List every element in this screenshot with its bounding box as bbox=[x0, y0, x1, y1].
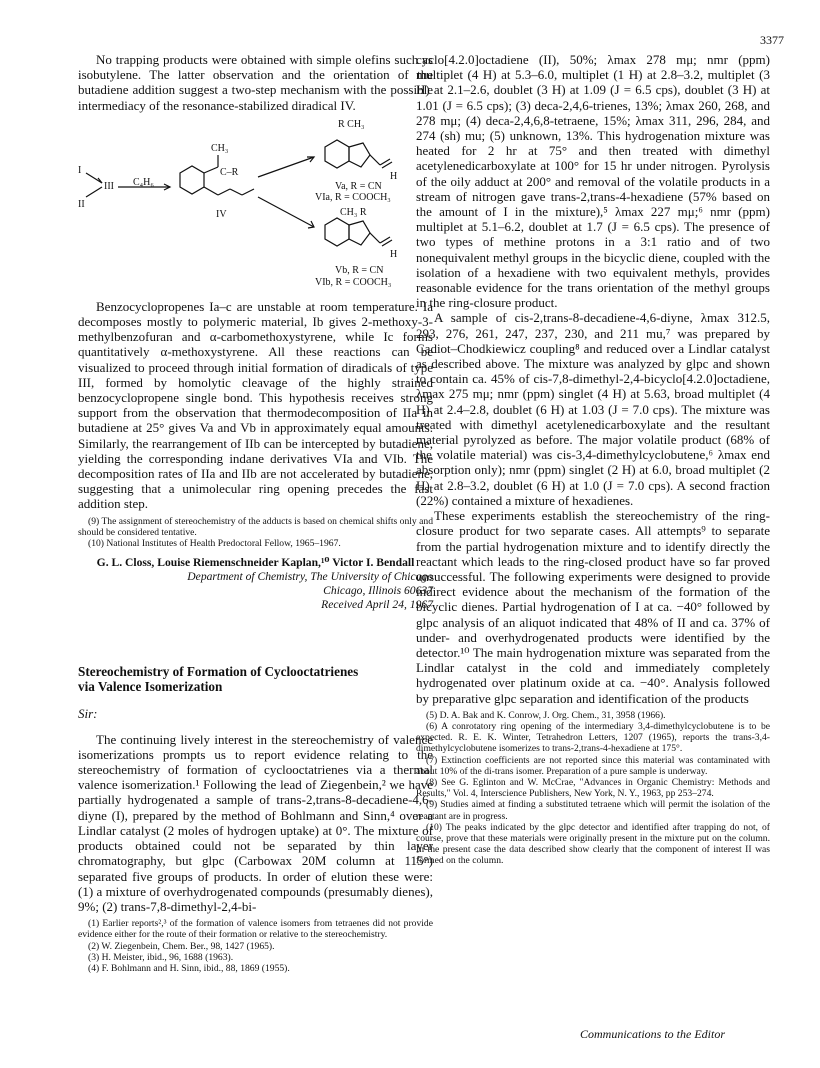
reaction-scheme bbox=[78, 115, 433, 295]
label-compound-iii: III bbox=[104, 180, 114, 192]
journal-section-footer: Communications to the Editor bbox=[580, 1027, 725, 1041]
page-number: 3377 bbox=[760, 33, 784, 47]
label-vb: Vb, R = CN bbox=[335, 264, 384, 276]
label-h-bottom: H bbox=[390, 248, 398, 260]
benzene-ring-bottom bbox=[325, 218, 349, 246]
paragraph: No trapping products were obtained with simple olefins such as isobutylene. The latter observation and the orientation of the butadiene addition suggest a two-step mechanism with the possible intermediacy of the resonance-stabilized diradical IV. bbox=[78, 52, 433, 113]
footnote: (9) The assignment of stereochemistry of the adducts is based on chemical shifts only and should be considered tentative. bbox=[78, 515, 433, 538]
footnote: (10) The peaks indicated by the glpc detector and identified after trapping do not, of course, prove that these materials were originally present in the mixture put on the column. In the present case the data described show clearly that the component of interest II was formed on the column. bbox=[416, 821, 770, 867]
left-column bbox=[78, 52, 433, 974]
footnote: (6) A conrotatory ring opening of the intermediary 3,4-dimethylcyclobutene is to be expected. R. E. K. Winter, Tetrahedron Letters, 1207 (1965), reports the trans-3,4-dimethylcyclobutene isomerizes to trans-2,trans-4-hexadiene at 175°. bbox=[416, 720, 770, 755]
benzene-ring-top bbox=[325, 140, 349, 168]
paragraph: Benzocyclopropenes Ia–c are unstable at room temperature. Ia decomposes mostly to polymeric material, Ib gives 2-methoxy-3-methylbenzofuran and α-carbomethoxystyrene, while Ic forms quantitatively α-methoxystyrene. All these reactions can be visualized to proceed through initial formation of diradicals of type III, formed by homolytic cleavage of the highly strained benzocyclopropene single bond. This hypothesis receives strong support from the observation that thermodecomposition of IIa in butadiene at 25° gives Va and Vb in approximately equal amounts. Similarly, the rearrangement of IIb can be intercepted by butadiene, yielding the corresponding indane derivatives VIa and VIb. The decomposition rates of IIa and IIb are not accelerated by butadiene, suggesting that a unimolecular ring opening precedes the fast addition step. bbox=[78, 298, 433, 512]
paragraph: The continuing lively interest in the stereochemistry of valence isomerizations prompts us to report evidence relating to the stereochemistry of formation of cyclooctatrienes via a thermal valence isomerization.¹ Following the lead of Ziegenbein,² we have partially hydrogenated a sample of trans-2,trans-8-decadiene-4,6-diyne (I), prepared by the method of Bohlmann and Sinn,⁴ over a Lindlar catalyst (2 moles of hydrogen uptake) at 0°. The mixture of products obtained could not be separated by thin layer chromatography, but glpc (Carbowax 20M column at 115°) separated five groups of products. In order of elution these were: (1) a mixture of overhydrogenated compounds (presumably dienes), 9%; (2) trans-7,8-dimethyl-2,4-bi- bbox=[78, 731, 433, 914]
affiliation-city: Chicago, Illinois 60637 bbox=[323, 584, 433, 598]
label-compound-i: I bbox=[78, 164, 82, 176]
footnote: (2) W. Ziegenbein, Chem. Ber., 98, 1427 (1965). bbox=[88, 940, 275, 952]
label-via: VIa, R = COOCH₃ bbox=[315, 191, 391, 203]
label-c4h6: C₄H₆ bbox=[133, 176, 154, 188]
article-title-line1: Stereochemistry of Formation of Cyclooctatrienes bbox=[78, 664, 359, 680]
label-va: Va, R = CN bbox=[335, 180, 382, 192]
label-vib: VIb, R = COOCH₃ bbox=[315, 276, 392, 288]
footnote: (4) F. Bohlmann and H. Sinn, ibid., 88, 1869 (1955). bbox=[88, 962, 290, 974]
label-ch3-r-bottom: CH₃ R bbox=[340, 206, 367, 218]
received-date: Received April 24, 1967 bbox=[321, 598, 433, 612]
footnote: (5) D. A. Bak and K. Conrow, J. Org. Chem., 31, 3958 (1966). bbox=[426, 709, 666, 721]
footnote: (10) National Institutes of Health Predoctoral Fellow, 1965–1967. bbox=[88, 538, 341, 550]
footnote: (1) Earlier reports²,³ of the formation of valence isomers from tetraenes did not provide evidence either for the route of their formation or relative to the stereochemistry. bbox=[78, 918, 433, 941]
footnote: (9) Studies aimed at finding a substituted tetraene which will permit the isolation of the reactant are in progress. bbox=[416, 799, 770, 822]
author-line: G. L. Closs, Louise Riemenschneider Kaplan,¹⁰ Victor I. Bendall bbox=[96, 556, 415, 570]
footnote: (8) See G. Eglinton and W. McCrae, "Advances in Organic Chemistry: Methods and Results," Vol. 4, Interscience Publishers, New York, N. Y., 1963, pp 253–274. bbox=[416, 776, 770, 800]
label-r-ch3-top: R CH₃ bbox=[338, 118, 365, 130]
footnote: (3) H. Meister, ibid., 96, 1688 (1963). bbox=[88, 951, 234, 963]
cyclopentane-ring-top bbox=[349, 143, 370, 167]
article-title bbox=[78, 664, 433, 694]
paragraph: These experiments establish the stereochemistry of the ring-closure product for two separate cases. All attempts⁹ to separate from the partial hydrogenation mixture and to identify directly the reactant which leads to the ring-closed product have so far proved unsuccessful. The following experiments were designed to provide indirect evidence about the mechanism of the formation of the bicyclic dienes. Partial hydrogenation of I at ca. −40° followed by glpc analysis of an aliquot indicated that 48% of II and ca. 37% of under- and overhydrogenated products were identified by the detector.¹⁰ The main hydrogenation mixture was separated from the Lindlar catalyst in the cold and immediately completely hydrogenated over platinum oxide at ca. −40°. Analysis followed by preparative glpc separation and identification of the products bbox=[416, 508, 770, 706]
label-h-top: H bbox=[390, 170, 398, 182]
benzene-ring-iv bbox=[180, 166, 204, 194]
paragraph: A sample of cis-2,trans-8-decadiene-4,6-diyne, λmax 312.5, 293, 276, 261, 247, 237, 230, and 211 mu,⁷ was prepared by Cadiot–Chodkiewicz coupling⁸ and reduced over a Lindlar catalyst as described above. The mixture was analyzed by glpc and shown to contain ca. 45% of cis-7,8-dimethyl-2,4-bicyclo[4.2.0]octadiene, λmax 275 mμ; nmr (ppm) singlet (4 H) at 5.63, broad multiplet (4 H) at 2.4–2.8, doublet (6 H) at 1.03 (J = 7.0 cps). The mixture was treated with dimethyl acetylenedicarboxylate and the resultant material pyrolyzed as before. The major volatile product (68% of the volatile material) was cis-3,4-dimethylcyclobutene,⁶ λmax end absorption only); nmr (ppm) singlet (2 H) at 6.0, broad multiplet (2 H) at 2.8–3.2, doublet (6 H) at 1.0 (J = 7.0 cps). A second fraction (22%) contained a mixture of hexadienes. bbox=[416, 310, 770, 508]
article-title-line2: via Valence Isomerization bbox=[78, 679, 223, 695]
right-column bbox=[416, 52, 770, 867]
cyclopentane-ring-bottom bbox=[349, 221, 370, 245]
label-ch3-iv: CH₃ bbox=[211, 142, 229, 154]
label-compound-iv: IV bbox=[216, 208, 227, 220]
affiliation: Department of Chemistry, The University of Chicago bbox=[187, 570, 433, 584]
label-compound-ii: II bbox=[78, 198, 85, 210]
salutation: Sir: bbox=[78, 706, 98, 722]
paragraph: cyclo[4.2.0]octadiene (II), 50%; λmax 278 mμ; nmr (ppm) multiplet (4 H) at 5.3–6.0, multiplet (1 H) at 2.8–3.2, multiplet (3 H) at 2.1–2.6, doublet (3 H) at 1.09 (J = 6.5 cps), doublet (3 H) at 1.01 (J = 6.5 cps); (3) deca-2,4,6-trienes, 13%; λmax 260, 268, and 278 mμ; (4) deca-2,4,6,8-tetraene, 15%; λmax 311, 296, 284, and 274 (sh) mu; (5) unknown, 13%. This hydrogenation mixture was heated for 2 hr at 75° and then treated with dimethyl acetylenedicarboxylate at 100° for 15 hr under nitrogen. Pyrolysis of the oily adduct at 200° and removal of the volatile products in a stream of nitrogen gave trans-2,trans-4-hexadiene (57% based on the amount of I in the mixture),⁵ λmax 227 mμ;⁶ nmr (ppm) multiplet at 5.1–6.2, doublet at 1.7 (J = 6.5 cps). The presence of two types of methine protons in a 3:1 ratio and of two nonequivalent methyl groups in the bicyclic diene, coupled with the isolation of a hexadiene with two equivalent methyls, provides reasonable evidence for the trans orientation of the methyl groups in the ring-closure product. bbox=[416, 52, 770, 311]
footnote: (7) Extinction coefficients are not reported since this material was contaminated with about 10% of the di-trans isomer. Preparation of a pure sample is underway. bbox=[416, 754, 770, 777]
label-c-r: C–R bbox=[220, 166, 239, 178]
